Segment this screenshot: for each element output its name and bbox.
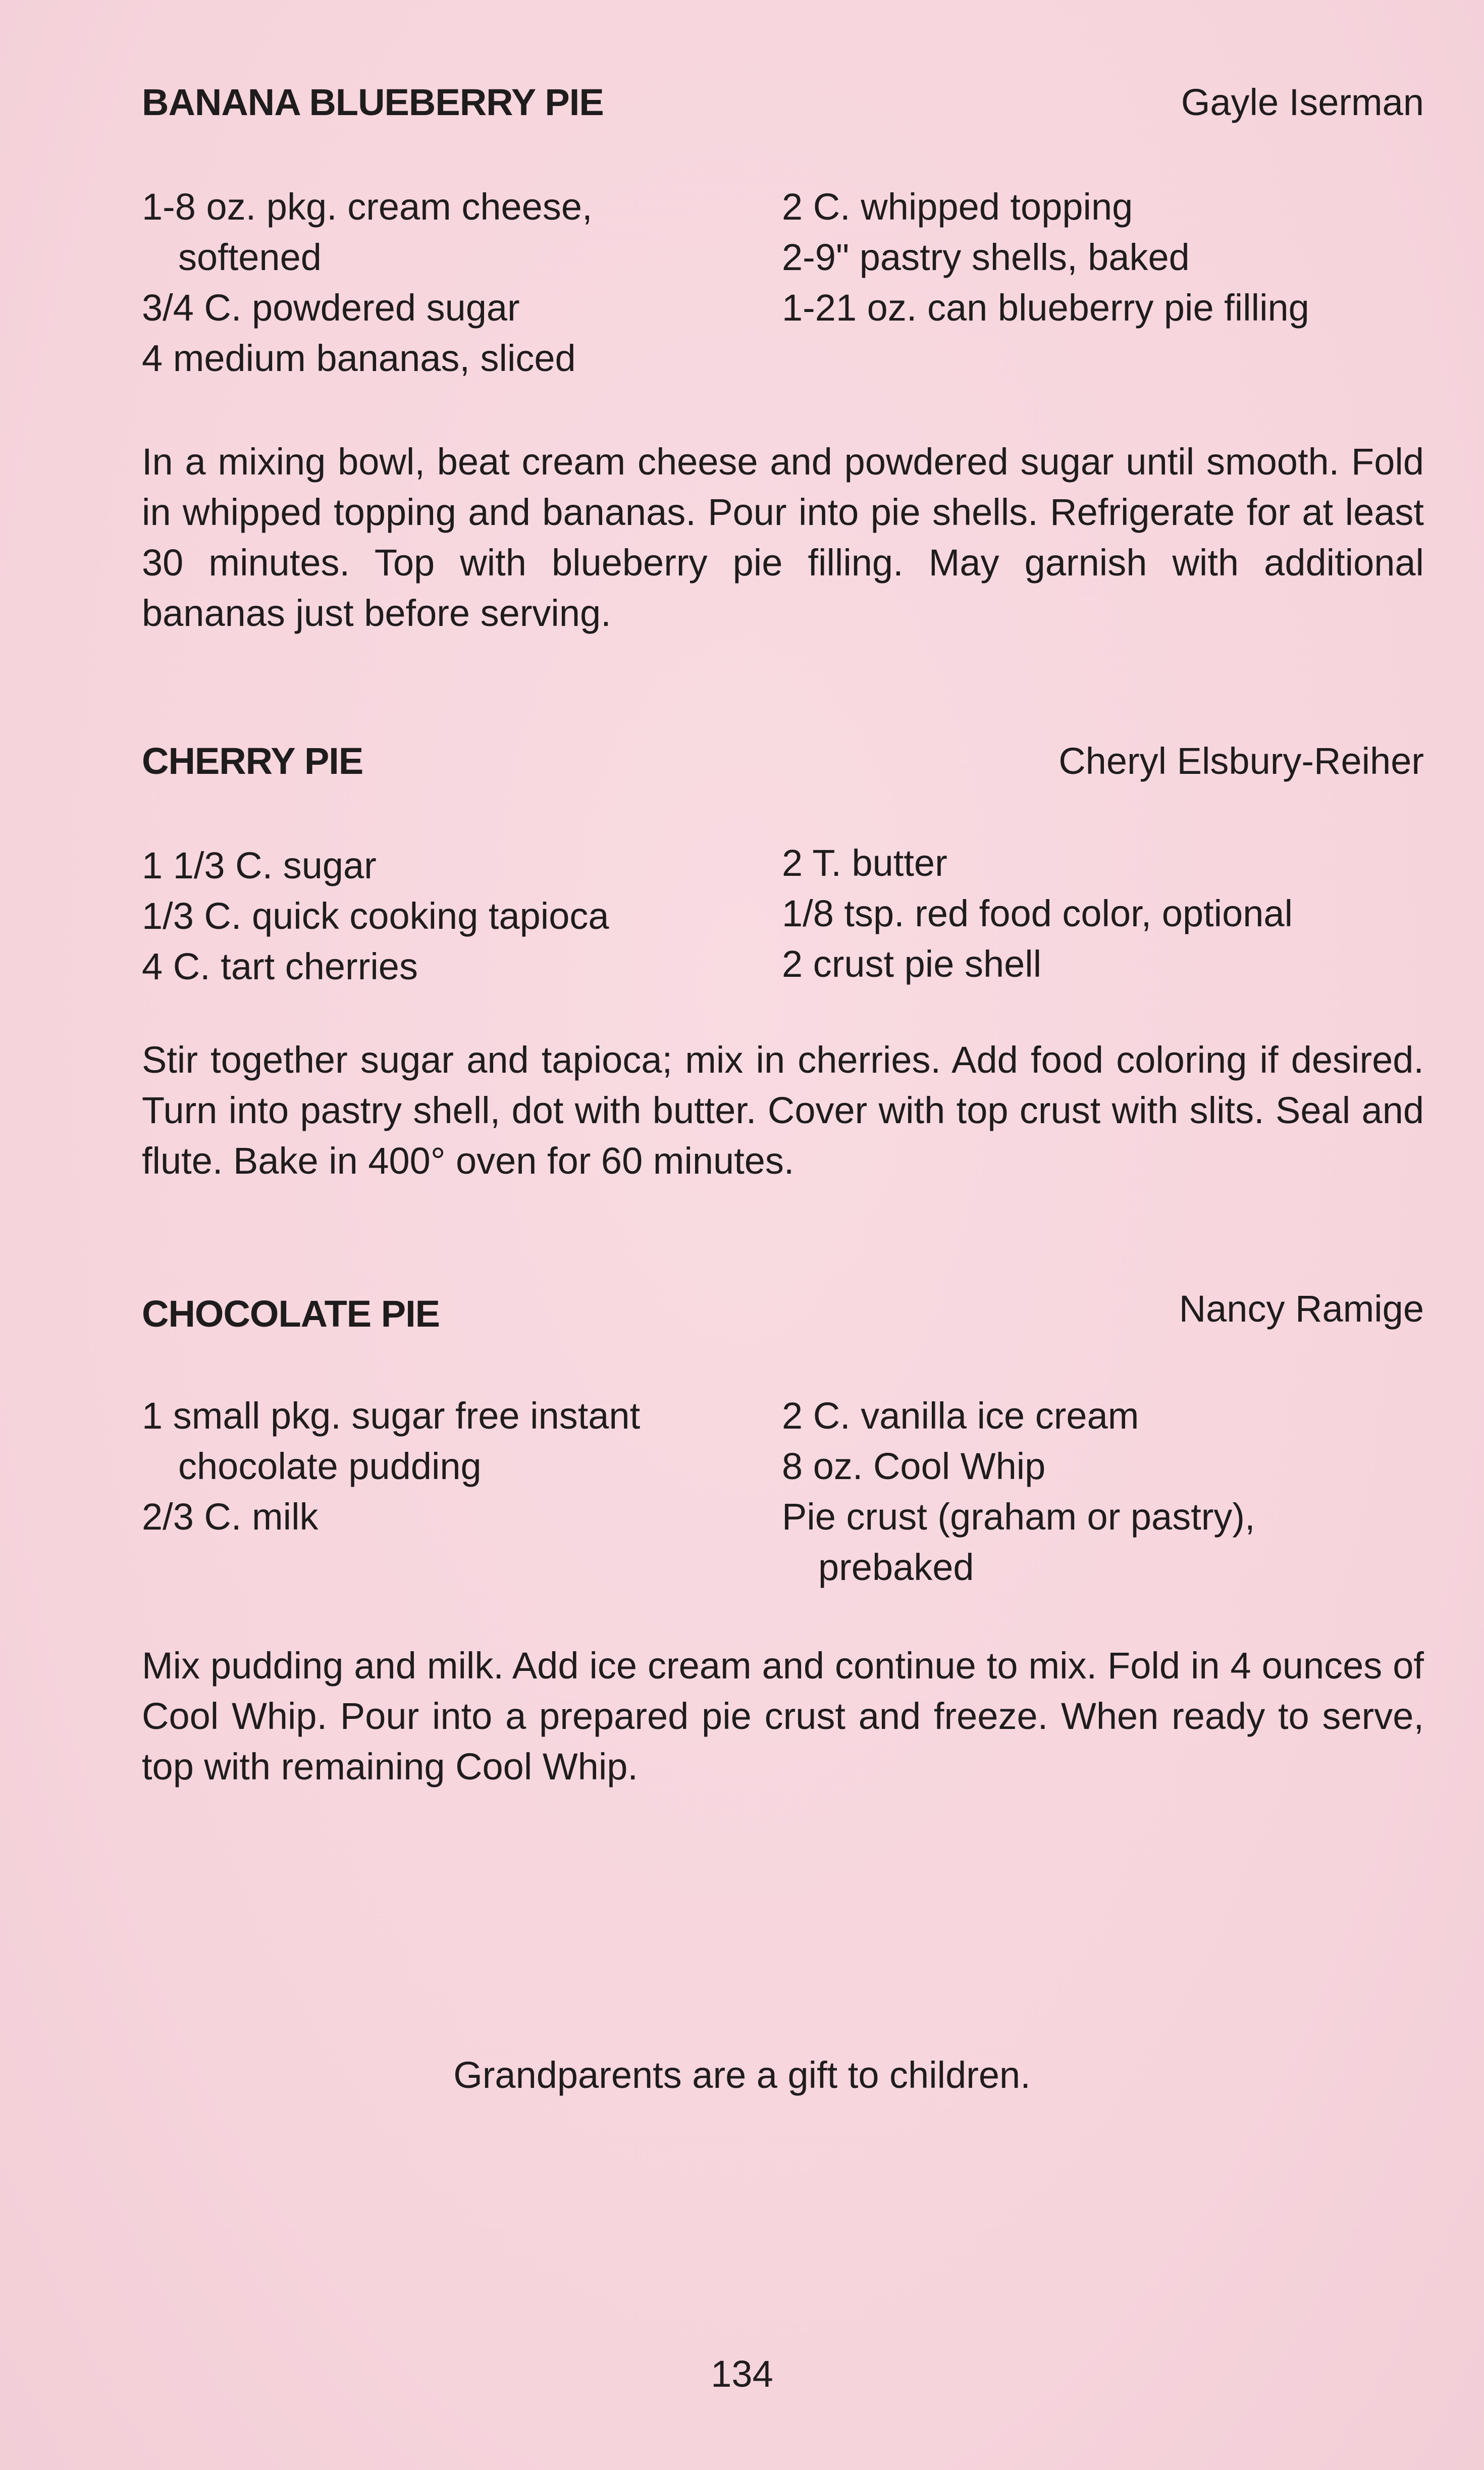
ingredient-item: 4 medium bananas, sliced [142, 337, 576, 379]
ingredient-item: 2 C. whipped topping [782, 186, 1133, 228]
recipe-author: Nancy Ramige [1179, 1288, 1424, 1330]
recipe-title: BANANA BLUEBERRY PIE [142, 81, 604, 123]
ingredient-item: 2 crust pie shell [782, 943, 1042, 985]
ingredient-item: 1 small pkg. sugar free instant [142, 1395, 641, 1437]
page-number: 134 [711, 2353, 773, 2395]
recipe-author: Gayle Iserman [1181, 81, 1424, 123]
recipe-directions: Mix pudding and milk. Add ice cream and continue to mix. Fold in 4 ounces of Cool Whip. Pour into a prepared pie crust and freeze. When ready to serve, top with remaining Cool Whip. [142, 1645, 1424, 1788]
ingredient-item: prebaked [818, 1546, 974, 1588]
ingredient-item: 2-9" pastry shells, baked [782, 236, 1190, 278]
ingredients-right [782, 182, 1309, 333]
ingredients-left [142, 1391, 640, 1542]
ingredient-item: 2/3 C. milk [142, 1496, 319, 1538]
ingredient-item: 1-8 oz. pkg. cream cheese, [142, 186, 593, 228]
ingredient-item: 8 oz. Cool Whip [782, 1445, 1046, 1487]
recipe-title: CHERRY PIE [142, 740, 363, 782]
ingredients-left [142, 840, 609, 992]
recipe-directions: Stir together sugar and tapioca; mix in cherries. Add food coloring if desired. Turn into pastry shell, dot with butter. Cover with top crust with slits. Seal and flute. Bake in 400° oven for 60 minutes. [142, 1039, 1424, 1182]
ingredient-item: Pie crust (graham or pastry), [782, 1496, 1255, 1538]
ingredient-item: 1 1/3 C. sugar [142, 845, 377, 886]
ingredient-item: 1-21 oz. can blueberry pie filling [782, 287, 1309, 329]
ingredients-right [782, 1391, 1255, 1593]
recipe-author: Cheryl Elsbury-Reiher [1058, 740, 1424, 782]
ingredient-item: 2 C. vanilla ice cream [782, 1395, 1139, 1437]
ingredients-right [782, 838, 1293, 989]
ingredients-left [142, 182, 593, 384]
ingredient-item: 2 T. butter [782, 842, 947, 884]
ingredient-item: 1/8 tsp. red food color, optional [782, 892, 1293, 934]
ingredient-item: 3/4 C. powdered sugar [142, 287, 520, 329]
recipe-title: CHOCOLATE PIE [142, 1293, 440, 1335]
recipe-directions: In a mixing bowl, beat cream cheese and powdered sugar until smooth. Fold in whipped topping and bananas. Pour into pie shells. Refrigerate for at least 30 minutes. Top with blueberry pie filling. May garnish with additional bananas just before serving. [142, 441, 1424, 634]
ingredient-item: softened [178, 236, 322, 278]
ingredient-item: chocolate pudding [178, 1445, 482, 1487]
footer-quote: Grandparents are a gift to children. [453, 2054, 1031, 2096]
ingredient-item: 1/3 C. quick cooking tapioca [142, 895, 609, 937]
ingredient-item: 4 C. tart cherries [142, 945, 418, 987]
